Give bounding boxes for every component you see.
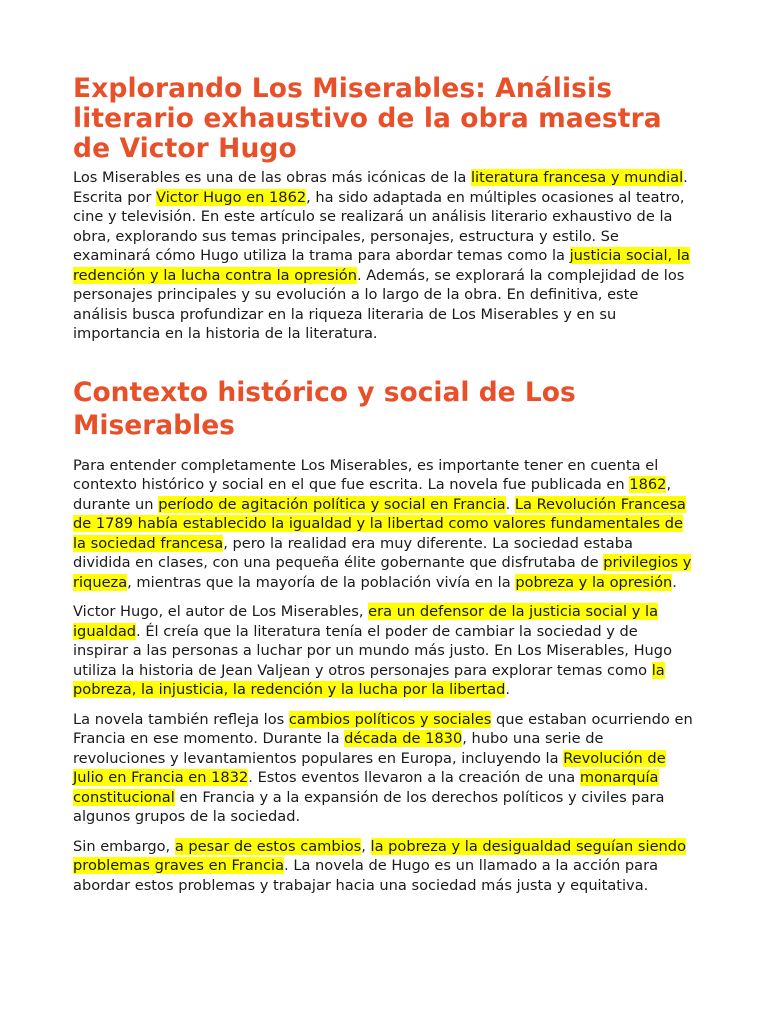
body-paragraph xyxy=(73,602,693,700)
section-heading: Contexto histórico y social de Los Miserables xyxy=(73,376,576,441)
text-run: Para entender completamente Los Miserables, es importante tener en cuenta el contexto histórico y social en el que fue escrita. La novela fue publicada en xyxy=(73,456,659,493)
highlighted-text: justicia social, la redención y la lucha contra la opresión xyxy=(73,247,690,284)
text-run: Victor Hugo, el autor de Los Miserables, xyxy=(73,603,369,620)
text-run: , xyxy=(361,837,371,855)
text-run: , mientras que la mayoría de la población vivía en la xyxy=(127,573,516,591)
highlighted-text: 1862 xyxy=(629,476,667,493)
document-page xyxy=(73,74,693,895)
text-run: Los Miserables es una de las obras más icónicas de la xyxy=(73,169,471,186)
highlighted-text: Revolución de Julio en Francia en 1832 xyxy=(73,749,666,786)
text-run: . Además, se explorará la complejidad de los personajes principales y su evolución a lo largo de la obra. En definitiva, este análisis busca profundizar en la riqueza literaria de Los Miserables y en su importancia en la historia de la literatura. xyxy=(73,266,685,342)
highlighted-text: la pobreza, la injusticia, la redención y la lucha por la libertad xyxy=(73,661,665,698)
text-run: que estaban ocurriendo en Francia en ese momento. Durante la xyxy=(73,710,693,747)
highlighted-text: literatura francesa y mundial xyxy=(471,169,684,186)
text-run: , ha sido adaptada en múltiples ocasiones al teatro, cine y televisión. En este artículo se realizará un análisis literario exhaustivo de la obra, explorando sus temas principales, personajes, estructura y estilo. Se examinará cómo Hugo utiliza la trama para abordar temas como la xyxy=(73,188,685,264)
highlighted-text: la pobreza y la desigualdad seguían siendo problemas graves en Francia xyxy=(73,837,686,874)
text-run: . xyxy=(505,681,511,698)
body-paragraph xyxy=(73,837,693,896)
text-run: . Escrita por xyxy=(73,169,688,206)
text-run: , hubo una serie de revoluciones y levantamientos populares en Europa, incluyendo la xyxy=(73,730,604,767)
highlighted-text: pobreza y la opresión xyxy=(515,573,673,591)
text-run: , durante un xyxy=(73,476,672,513)
highlighted-text: privilegios y riqueza xyxy=(73,554,692,591)
highlighted-text: período de agitación política y social en Francia xyxy=(158,495,506,513)
highlighted-text: Victor Hugo en 1862 xyxy=(156,188,307,206)
highlighted-text: cambios políticos y sociales xyxy=(288,710,492,728)
text-run: La novela también refleja los xyxy=(73,710,289,728)
body-paragraph xyxy=(73,456,693,593)
text-run: . Él creía que la literatura tenía el poder de cambiar la sociedad y de inspirar a las personas a luchar por un mundo más justo. En Los Miserables, Hugo utiliza la historia de Jean Valjean y otros personajes para explorar temas como xyxy=(73,622,672,679)
highlighted-text: década de 1830 xyxy=(344,730,463,747)
highlighted-text: a pesar de estos cambios xyxy=(174,837,362,855)
text-run: en Francia y a la expansión de los derechos políticos y civiles para algunos grupos de la sociedad. xyxy=(73,788,665,825)
title-block xyxy=(73,74,693,164)
text-run: . La novela de Hugo es un llamado a la acción para abordar estos problemas y trabajar hacia una sociedad más justa y equitativa. xyxy=(73,857,659,894)
highlighted-text: La Revolución Francesa de 1789 había establecido la igualdad y la libertad como valores fundamentales de la sociedad francesa xyxy=(73,495,686,552)
highlighted-text: era un defensor de la justicia social y la igualdad xyxy=(73,603,659,640)
section-heading-block xyxy=(73,376,693,442)
text-run: , pero la realidad era muy diferente. La sociedad estaba dividida en clases, con una pequeña élite gobernante que disfrutaba de xyxy=(73,534,633,571)
highlighted-text: monarquía constitucional xyxy=(73,769,659,806)
intro-paragraph xyxy=(73,168,693,344)
text-run: . xyxy=(505,495,515,513)
body-paragraph xyxy=(73,710,693,827)
text-run: . xyxy=(672,573,677,591)
text-run: . Estos eventos llevaron a la creación de una xyxy=(248,769,580,786)
page-title: Explorando Los Miserables: Análisis literario exhaustivo de la obra maestra de Victor Hugo xyxy=(73,73,662,164)
text-run: Sin embargo, xyxy=(73,837,175,855)
